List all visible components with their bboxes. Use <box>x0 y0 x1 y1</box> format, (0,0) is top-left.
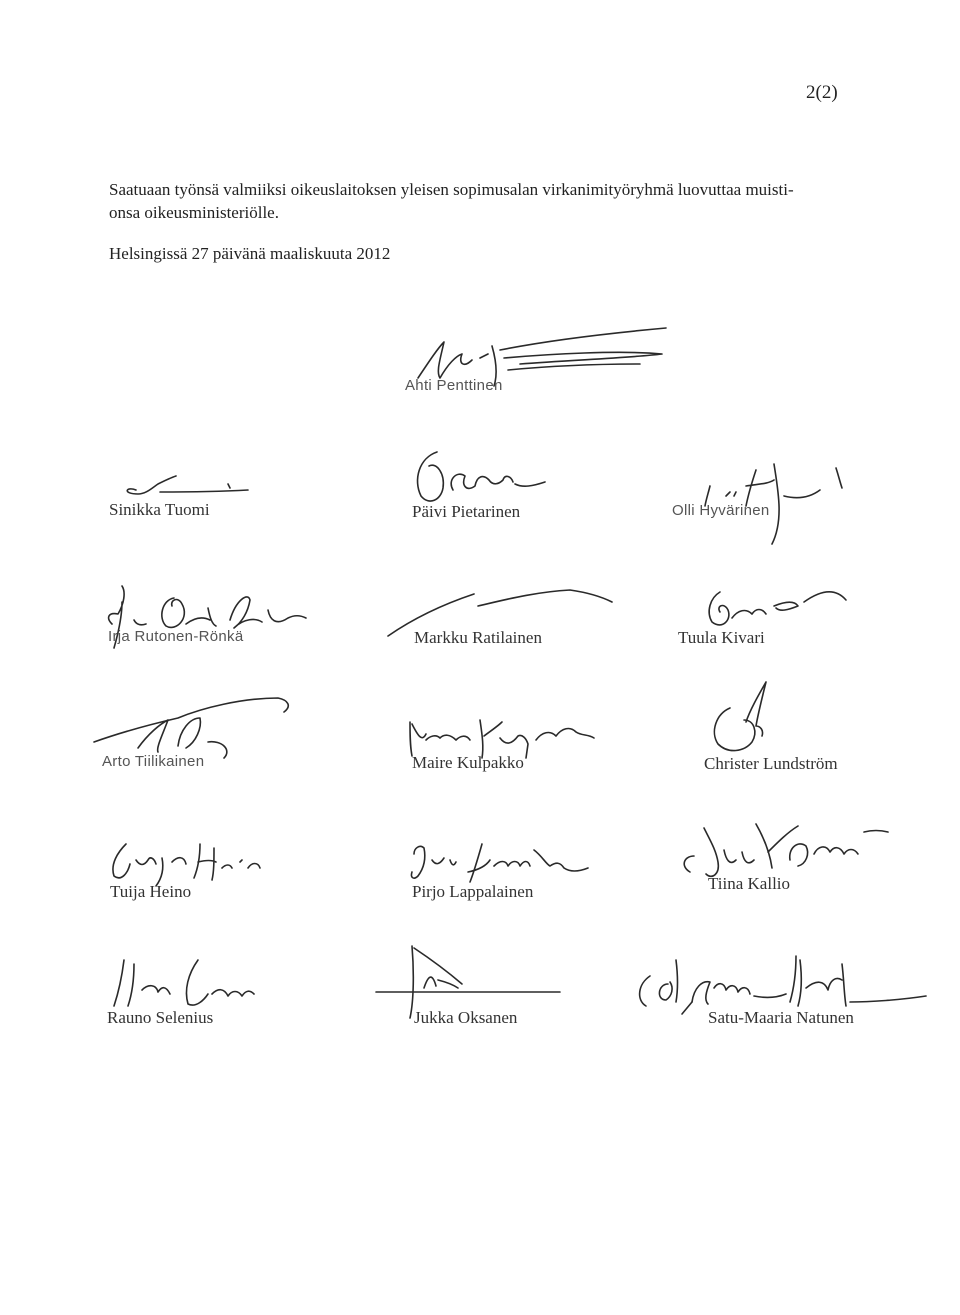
intro-paragraph <box>109 178 869 224</box>
signatory-name: Maire Kulpakko <box>412 753 524 772</box>
handwritten-signature <box>394 820 614 890</box>
signatory-name: Sinikka Tuomi <box>109 500 210 519</box>
paragraph-line-1: Saatuaan työnsä valmiiksi oikeuslaitoksen yleisen sopimusalan virkanimityöryhmä luovuttaa muisti- <box>109 180 794 199</box>
signatory-name: Olli Hyvärinen <box>672 502 770 519</box>
handwritten-signature <box>96 820 296 890</box>
signatory-name: Jukka Oksanen <box>414 1008 518 1027</box>
signatory-name: Tuija Heino <box>110 882 192 901</box>
signatory-name: Christer Lundström <box>704 754 838 773</box>
signatory-name: Rauno Selenius <box>107 1008 214 1027</box>
handwritten-signature <box>92 578 312 658</box>
signatory-name: Tiina Kallio <box>708 874 791 893</box>
signatory-name: Ahti Penttinen <box>405 377 503 394</box>
paragraph-line-2: onsa oikeusministeriölle. <box>109 203 279 222</box>
checkmark-icon <box>678 998 698 1018</box>
signatory-name: Satu-Maaria Natunen <box>708 1008 854 1027</box>
signatory-name: Irja Rutonen-Rönkä <box>108 628 244 645</box>
place-and-date: Helsingissä 27 päivänä maaliskuuta 2012 <box>109 244 391 263</box>
handwritten-signature <box>660 440 890 550</box>
handwritten-signature <box>395 440 575 510</box>
signatory-name: Päivi Pietarinen <box>412 502 521 521</box>
page-number: 2(2) <box>806 82 838 103</box>
signatory-name: Arto Tiilikainen <box>102 753 205 770</box>
signatory-name: Pirjo Lappalainen <box>412 882 534 901</box>
signatory-name: Tuula Kivari <box>678 628 765 647</box>
signatory-name: Markku Ratilainen <box>414 628 542 647</box>
